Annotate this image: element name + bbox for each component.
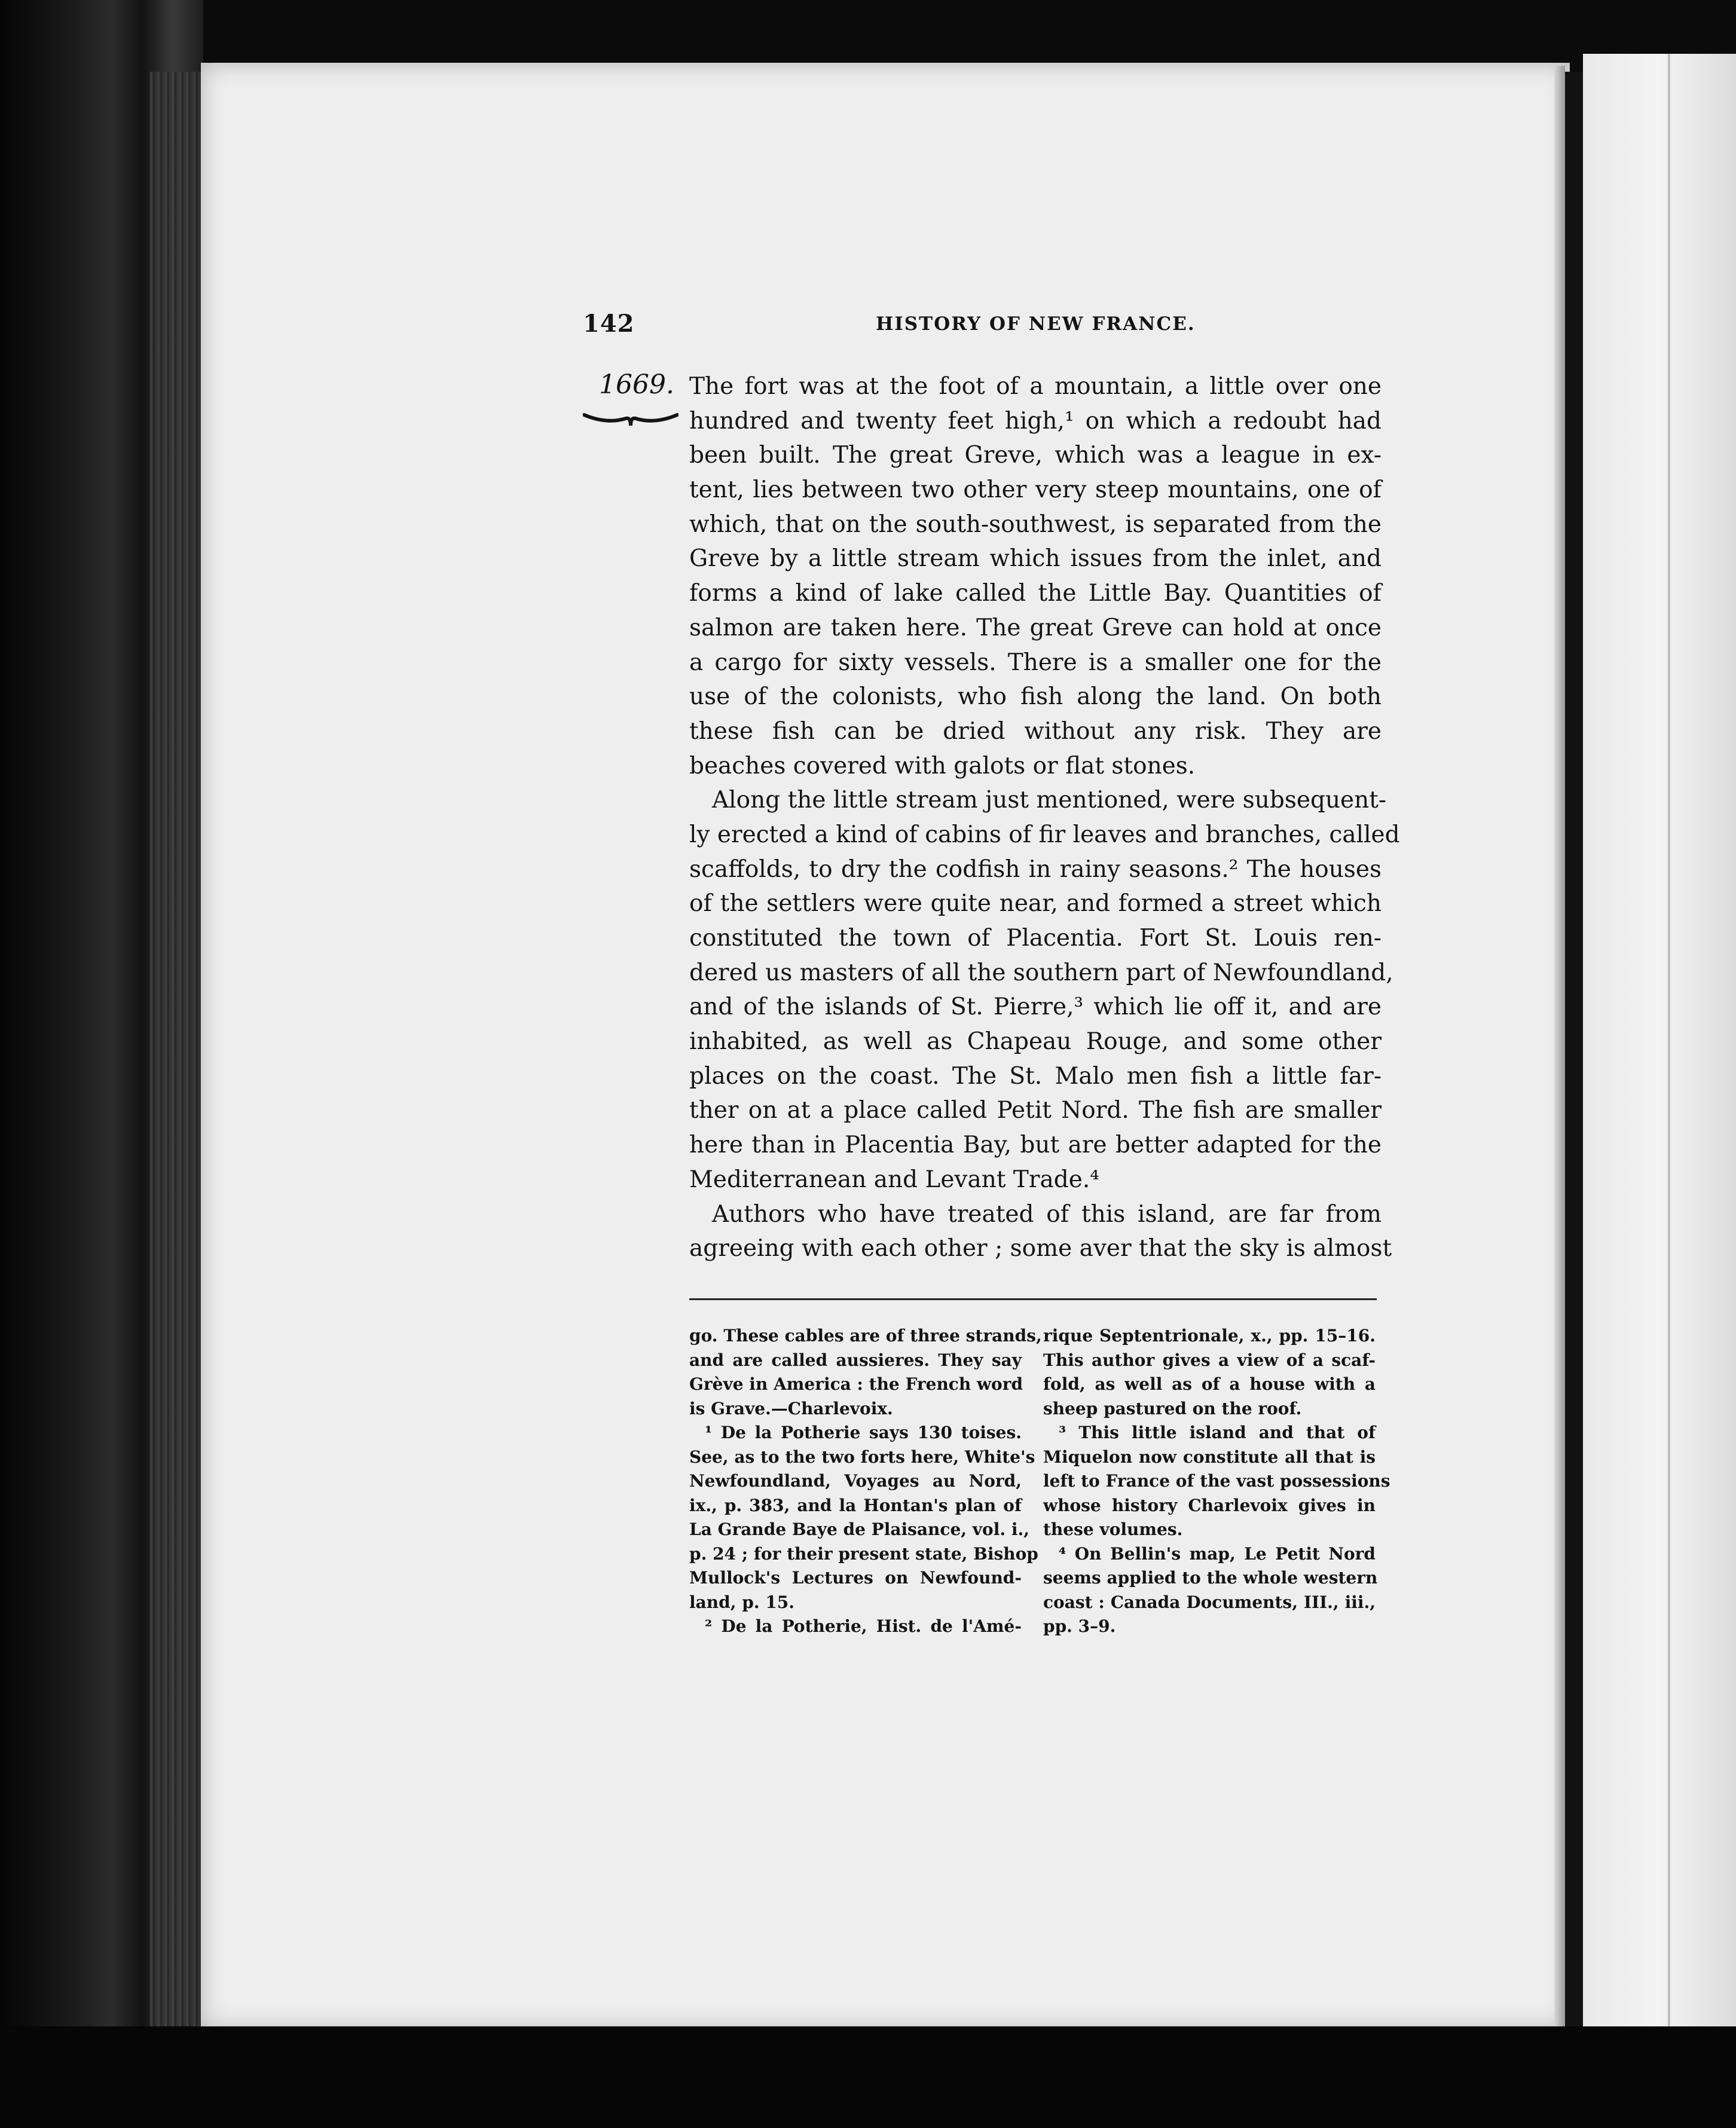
page-edge-shadow — [1554, 66, 1565, 2026]
footnote-line: Mullock's Lectures on Newfound- — [689, 1568, 1022, 1588]
footnote-line: pp. 3–9. — [1043, 1616, 1116, 1636]
footnote-line: whose history Charlevoix gives in — [1043, 1495, 1376, 1515]
page-number: 142 — [583, 310, 635, 338]
scan-bottom-border — [0, 2026, 1736, 2128]
right-gutter — [1565, 72, 1583, 2044]
footnote-line: land, p. 15. — [689, 1592, 794, 1612]
footnote-line: coast : Canada Documents, III., iii., — [1043, 1592, 1376, 1612]
footnote-line: This author gives a view of a scaf- — [1043, 1350, 1376, 1370]
footnote-line: fold, as well as of a house with a — [1043, 1374, 1376, 1394]
footnote-line: Grève in America : the French word — [689, 1374, 1023, 1394]
footnote-line: Newfoundland, Voyages au Nord, — [689, 1471, 1022, 1491]
text-line: inhabited, as well as Chapeau Rouge, and some other — [689, 1028, 1382, 1056]
text-line: a cargo for sixty vessels. There is a smaller one for the — [689, 649, 1382, 676]
footnote-line: these volumes. — [1043, 1519, 1183, 1539]
text-line: hundred and twenty feet high,¹ on which a redoubt had — [689, 407, 1382, 435]
text-line: these fish can be dried without any risk. They are — [689, 717, 1382, 745]
footnote-line: go. These cables are of three strands, — [689, 1326, 1042, 1346]
text-line: which, that on the south-southwest, is separated from the — [689, 510, 1382, 538]
margin-brace-ornament — [583, 406, 678, 430]
text-line: agreeing with each other ; some aver that the sky is almost — [689, 1235, 1392, 1262]
text-line: forms a kind of lake called the Little Bay. Quantities of — [689, 580, 1382, 607]
running-header — [583, 310, 1390, 346]
text-line: ly erected a kind of cabins of fir leaves and branches, called — [689, 821, 1400, 848]
footnote-line: ² De la Potherie, Hist. de l'Amé- — [705, 1616, 1022, 1636]
footnote-line: See, as to the two forts here, White's — [689, 1447, 1035, 1467]
text-line: tent, lies between two other very steep mountains, one of — [689, 476, 1382, 504]
margin-year: 1669. — [599, 369, 674, 400]
text-line: here than in Placentia Bay, but are better adapted for the — [689, 1132, 1382, 1159]
footnote-line: p. 24 ; for their present state, Bishop — [689, 1543, 1038, 1564]
footnote-rule — [689, 1298, 1377, 1300]
footnote-line: La Grande Baye de Plaisance, vol. i., — [689, 1519, 1029, 1539]
text-line: dered us masters of all the southern part of Newfoundland, — [689, 959, 1393, 986]
text-line: been built. The great Greve, which was a league in ex- — [689, 442, 1382, 469]
text-line: Mediterranean and Levant Trade.⁴ — [689, 1166, 1099, 1193]
footnotes-left-column — [689, 1324, 1042, 1639]
facing-page-line — [1668, 54, 1670, 2044]
text-line: places on the coast. The St. Malo men fish a little far- — [689, 1062, 1382, 1090]
footnote-line: seems applied to the whole western — [1043, 1568, 1378, 1588]
footnote-line: left to France of the vast possessions — [1043, 1471, 1390, 1491]
footnote-line: ix., p. 383, and la Hontan's plan of — [689, 1495, 1022, 1515]
text-line: and of the islands of St. Pierre,³ which lie off it, and are — [689, 993, 1382, 1021]
footnote-line: Miquelon now constitute all that is — [1043, 1447, 1376, 1467]
footnotes — [689, 1324, 1390, 1659]
text-line: The fort was at the foot of a mountain, a little over one — [689, 373, 1382, 400]
facing-page-edge — [1583, 54, 1736, 2044]
footnote-line: and are called aussieres. They say — [689, 1350, 1022, 1370]
main-text-block — [689, 369, 1400, 1266]
text-line: use of the colonists, who fish along the land. On both — [689, 683, 1382, 711]
text-line: ther on at a place called Petit Nord. The fish are smaller — [689, 1097, 1382, 1124]
footnotes-right-column — [1043, 1324, 1390, 1639]
text-line: constituted the town of Placentia. Fort St. Louis ren- — [689, 925, 1382, 952]
text-line: salmon are taken here. The great Greve can hold at once — [689, 614, 1382, 641]
footnote-line: ¹ De la Potherie says 130 toises. — [705, 1423, 1022, 1442]
text-line: Greve by a little stream which issues from the inlet, and — [689, 545, 1382, 573]
footnote-line: sheep pastured on the roof. — [1043, 1398, 1302, 1418]
spine-page-edges — [149, 72, 203, 2068]
text-line: Authors who have treated of this island, are far from — [712, 1200, 1382, 1228]
footnote-line: rique Septentrionale, x., pp. 15–16. — [1043, 1326, 1376, 1346]
footnote-line: ³ This little island and that of — [1059, 1423, 1376, 1442]
text-line: scaffolds, to dry the codfish in rainy seasons.² The houses — [689, 855, 1382, 883]
text-line: of the settlers were quite near, and formed a street which — [689, 890, 1382, 918]
footnote-line: ⁴ On Bellin's map, Le Petit Nord — [1059, 1543, 1376, 1564]
text-line: Along the little stream just mentioned, were subsequent- — [712, 787, 1387, 814]
footnote-line: is Grave.—Charlevoix. — [689, 1398, 893, 1418]
running-title: HISTORY OF NEW FRANCE. — [876, 313, 1196, 335]
text-line: beaches covered with galots or flat stones. — [689, 752, 1196, 779]
